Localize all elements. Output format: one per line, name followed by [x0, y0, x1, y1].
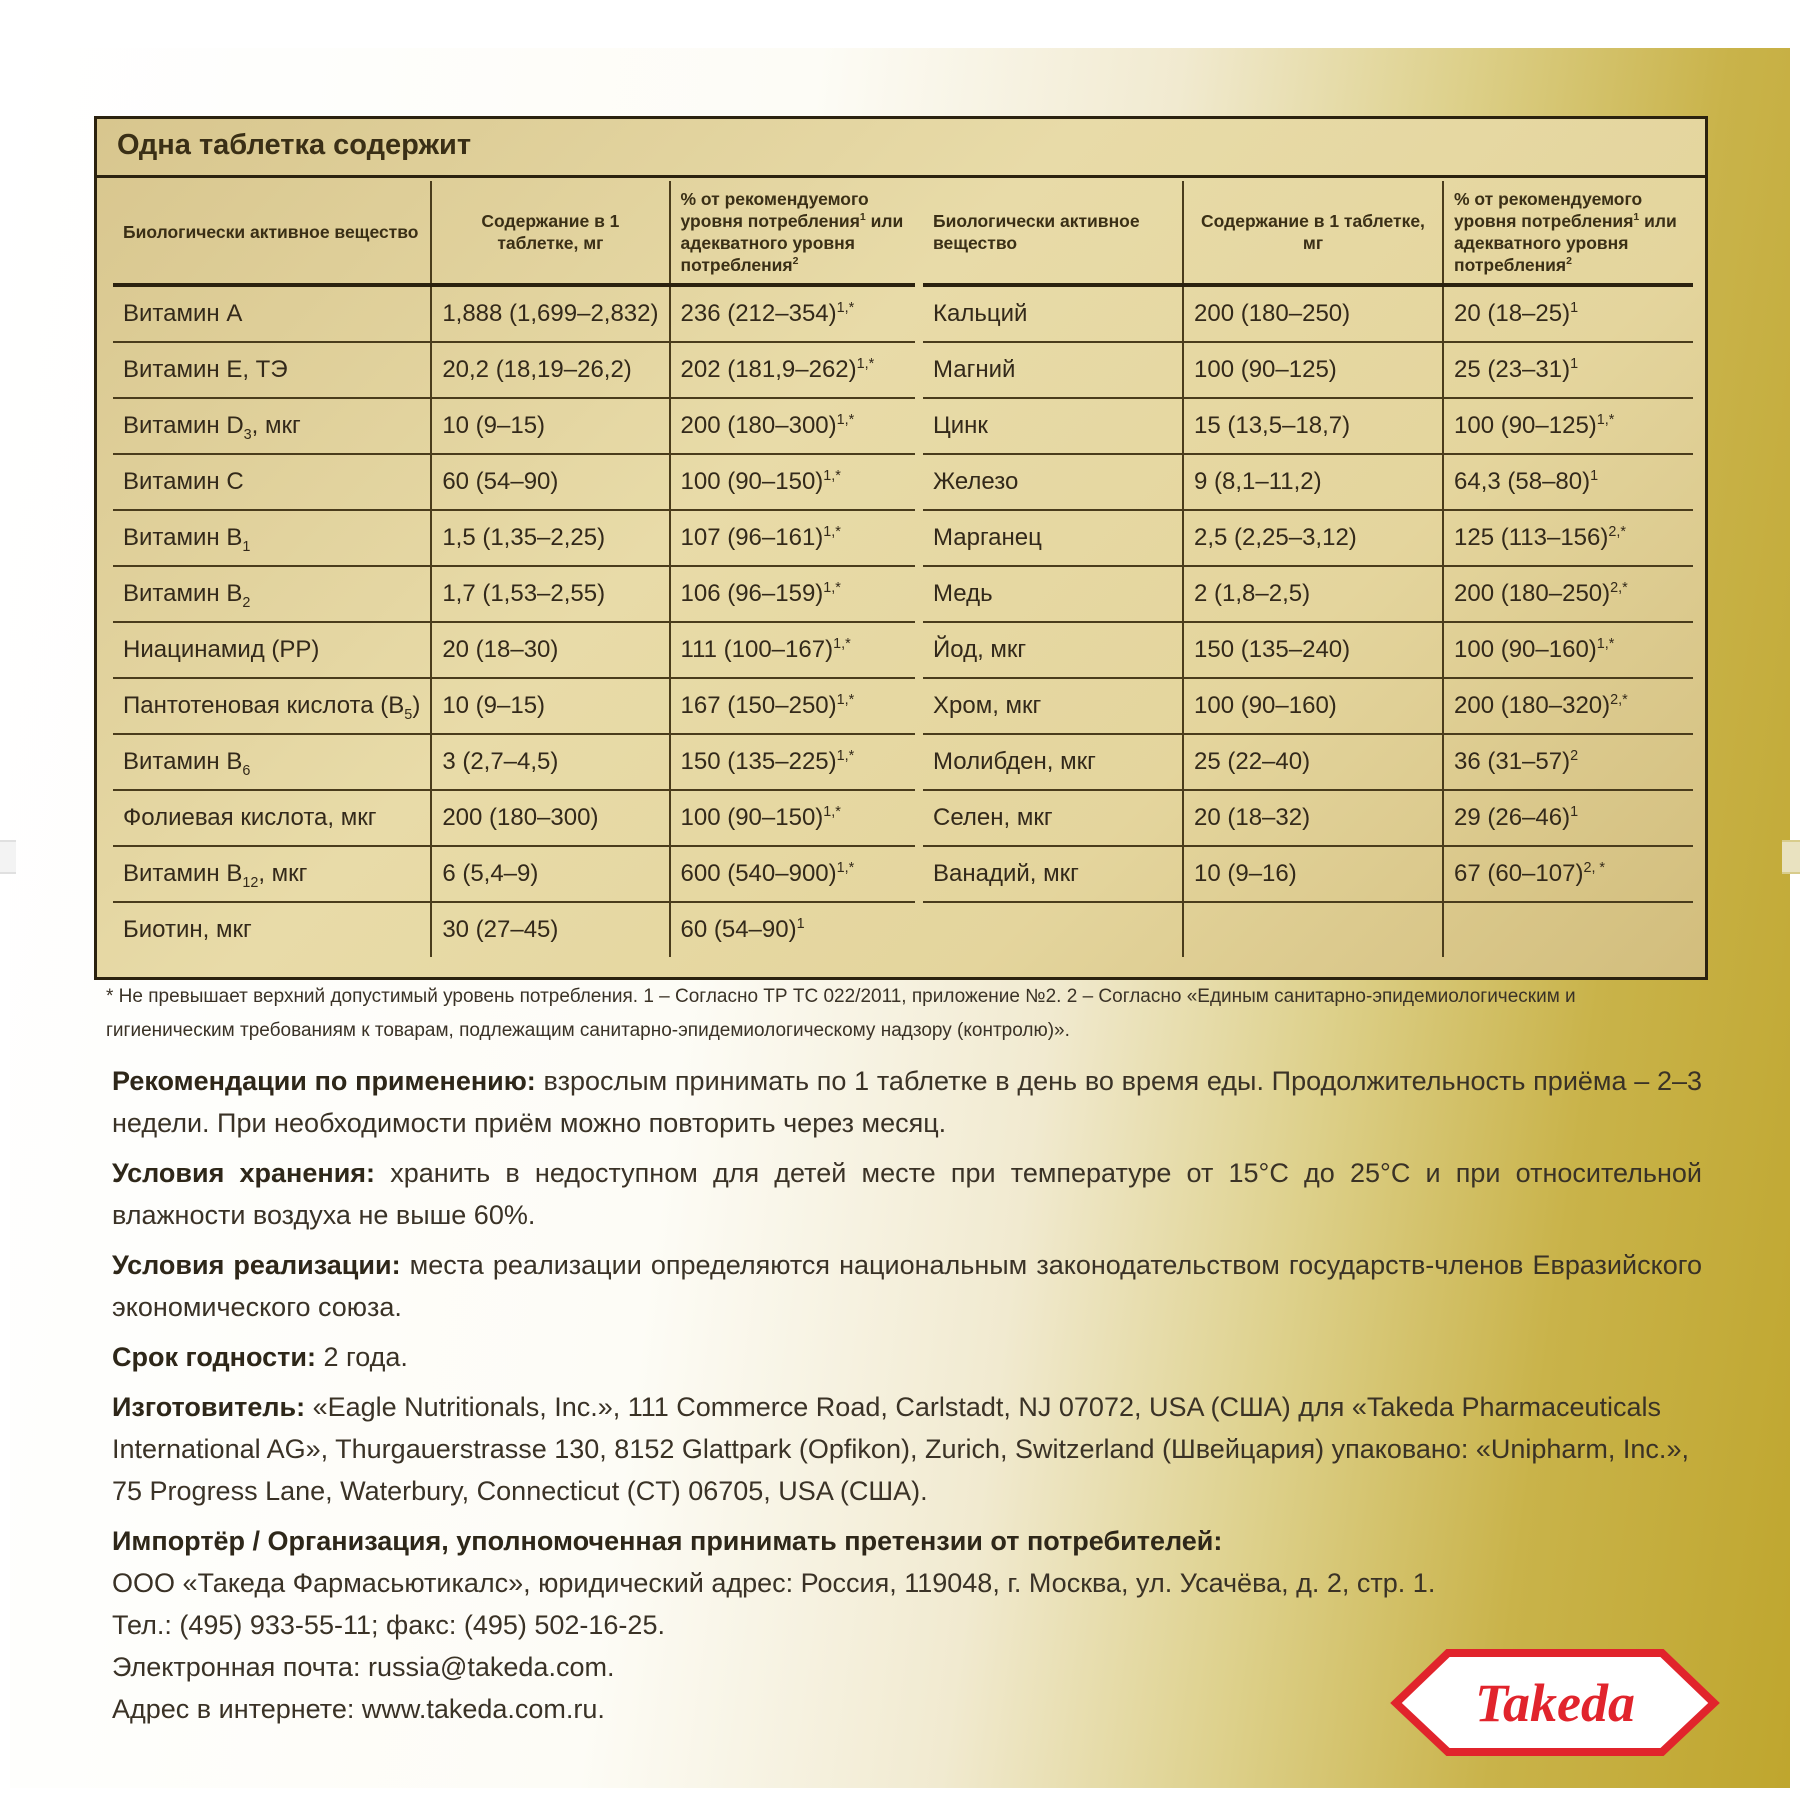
usage-label: Рекомендации по применению:: [112, 1066, 536, 1096]
content-cell: 20,2 (18,19–26,2): [431, 342, 669, 398]
substance-name: Фолиевая кислота, мкг: [123, 804, 377, 831]
percent-value: 200 (180–320): [1454, 692, 1611, 719]
content-cell: 20 (18–30): [431, 622, 669, 678]
percent-value: 236 (212–354): [680, 300, 837, 327]
content-cell: 100 (90–160): [1183, 678, 1443, 734]
percent-cell: [1443, 510, 1693, 566]
content-cell: 1,888 (1,699–2,832): [431, 285, 669, 342]
header-content: Содержание в 1 таблетке, мг: [1183, 181, 1443, 285]
percent-cell: [1443, 342, 1693, 398]
table-row: [923, 342, 1693, 398]
percent-footnote-mark: 1,*: [836, 860, 855, 876]
table-row: [923, 902, 1693, 957]
importer-line-3: Электронная почта: russia@takeda.com.: [112, 1652, 615, 1682]
substance-unit: , мкг: [251, 412, 301, 439]
substance-cell: [923, 510, 1183, 566]
footnote: * Не превышает верхний допустимый уровень потребления. 1 – Согласно ТР ТС 022/2011, приложение №2. 2 – Согласно «Единым санитарно-эпидемиологическим и гигиеническим требованиям к товарам, подлежащим санитарно-эпидемиологическому надзору (контролю)».: [106, 986, 1576, 1041]
substance-name: Селен, мкг: [933, 804, 1053, 831]
content-cell: 1,7 (1,53–2,55): [431, 566, 669, 622]
substance-cell: [923, 678, 1183, 734]
percent-footnote-mark: 1,*: [836, 748, 855, 764]
sale-label: Условия реализации:: [112, 1250, 401, 1280]
percent-cell: [1443, 454, 1693, 510]
sale-text: места реализации определяются национальным законодательством государств-членов Евразийского экономического союза.: [112, 1250, 1702, 1322]
importer-label: Импортёр / Организация, уполномоченная принимать претензии от потребителей:: [112, 1526, 1223, 1556]
content-cell: 6 (5,4–9): [431, 846, 669, 902]
substance-subscript: 5: [404, 706, 413, 723]
content-cell: 2,5 (2,25–3,12): [1183, 510, 1443, 566]
percent-value: 25 (23–31): [1454, 356, 1571, 383]
percent-value: 20 (18–25): [1454, 300, 1571, 327]
substance-cell: [113, 566, 431, 622]
storage-text: хранить в недоступном для детей месте при температуре от 15°С до 25°С и при относительной влажности воздуха не выше 60%.: [112, 1158, 1702, 1230]
percent-value: 600 (540–900): [680, 860, 837, 887]
composition-table-vitamins: [113, 181, 915, 957]
percent-footnote-mark: 2, *: [1583, 860, 1606, 876]
substance-name: Витамин B: [123, 580, 243, 607]
substance-name: Витамин E, ТЭ: [123, 356, 288, 383]
percent-value: 167 (150–250): [680, 692, 837, 719]
substance-name: Витамин A: [123, 300, 243, 327]
maker-text: «Eagle Nutritionals, Inc.», 111 Commerce Road, Carlstadt, NJ 07072, USA (США) для «Takeda Pharmaceuticals International AG», Thurgauerstrasse 130, 8152 Glattpark (Opfikon), Zurich, Switzerland (Швейцария) упаковано: «Unipharm, Inc.», 75 Progress Lane, Waterbury, Connecticut (CT) 06705, USA (США).: [112, 1392, 1689, 1506]
table-row: [113, 510, 915, 566]
percent-footnote-mark: 1,*: [836, 692, 855, 708]
substance-name: Биотин, мкг: [123, 916, 252, 943]
percent-cell: [1443, 622, 1693, 678]
table-row: [923, 510, 1693, 566]
table-row: [113, 566, 915, 622]
percent-footnote-mark: 2: [1570, 748, 1579, 764]
percent-cell: [670, 285, 915, 342]
table-row: [923, 790, 1693, 846]
substance-subscript: 12: [242, 874, 259, 891]
substance-cell: [113, 342, 431, 398]
header-percent: [1443, 181, 1693, 285]
substance-subscript: 6: [242, 762, 251, 779]
content-cell: 10 (9–16): [1183, 846, 1443, 902]
percent-footnote-mark: 1: [1570, 804, 1579, 820]
percent-value: 36 (31–57): [1454, 748, 1571, 775]
percent-footnote-mark: 1,*: [833, 636, 851, 652]
percent-value: 106 (96–159): [680, 580, 824, 607]
percent-value: 64,3 (58–80): [1454, 468, 1591, 495]
percent-value: 107 (96–161): [680, 524, 824, 551]
percent-cell: [670, 678, 915, 734]
shelf-label: Срок годности:: [112, 1342, 316, 1372]
panel-title: Одна таблетка содержит: [117, 129, 472, 161]
percent-footnote-mark: 1,*: [1596, 412, 1615, 428]
percent-value: 100 (90–160): [1454, 636, 1597, 663]
substance-cell: [923, 790, 1183, 846]
content-cell: 25 (22–40): [1183, 734, 1443, 790]
substance-cell: [923, 454, 1183, 510]
substance-name: Молибден, мкг: [933, 748, 1096, 775]
percent-value: 60 (54–90): [680, 916, 797, 943]
usage-paragraph: [112, 1060, 1702, 1144]
header-percent-mid: или адекватного уровня потребления: [680, 211, 904, 275]
table-row: [113, 398, 915, 454]
logo-text: Takeda: [1475, 1673, 1635, 1733]
table-row: [113, 902, 915, 957]
percent-footnote-mark: 1,*: [856, 356, 875, 372]
substance-cell: [113, 454, 431, 510]
content-cell: 1,5 (1,35–2,25): [431, 510, 669, 566]
substance-cell: [113, 510, 431, 566]
maker-label: Изготовитель:: [112, 1392, 306, 1422]
substance-cell: [923, 622, 1183, 678]
header-percent-main: % от рекомендуемого уровня потребления: [680, 189, 869, 231]
percent-value: 200 (180–250): [1454, 580, 1611, 607]
percent-footnote-mark: 1,*: [1596, 636, 1615, 652]
table-row: [113, 454, 915, 510]
content-cell: 10 (9–15): [431, 398, 669, 454]
substance-cell: [113, 678, 431, 734]
substance-name: Медь: [933, 580, 993, 607]
substance-cell: [923, 902, 1183, 957]
substance-cell: [923, 734, 1183, 790]
percent-footnote-mark: 1: [1570, 300, 1579, 316]
table-row: [923, 678, 1693, 734]
composition-table-minerals: [923, 181, 1693, 957]
title-rule: [97, 175, 1705, 178]
table-row: [113, 678, 915, 734]
percent-cell: [670, 622, 915, 678]
substance-subscript: 2: [242, 594, 251, 611]
percent-value: 125 (113–156): [1454, 524, 1609, 551]
substance-name: Хром, мкг: [933, 692, 1042, 719]
takeda-logo: [1390, 1645, 1720, 1760]
percent-footnote-mark: 1,*: [836, 300, 855, 316]
percent-cell: [670, 734, 915, 790]
percent-footnote-mark: 2,*: [1610, 692, 1628, 708]
substance-name: Магний: [933, 356, 1016, 383]
storage-label: Условия хранения:: [112, 1158, 376, 1188]
sale-paragraph: [112, 1244, 1702, 1328]
table-row: [923, 566, 1693, 622]
percent-cell: [670, 342, 915, 398]
substance-name: Железо: [933, 468, 1019, 495]
substance-name: Ванадий, мкг: [933, 860, 1079, 887]
table-header-row: [113, 181, 915, 285]
percent-value: 150 (135–225): [680, 748, 837, 775]
substance-cell: [923, 342, 1183, 398]
substance-cell: [923, 846, 1183, 902]
product-info: [112, 1060, 1702, 1730]
header-sup2: 2: [792, 255, 799, 268]
header-percent: [670, 181, 915, 285]
substance-name: Пантотеновая кислота (B: [123, 692, 405, 719]
substance-cell: [113, 622, 431, 678]
percent-cell: [670, 790, 915, 846]
content-cell: 3 (2,7–4,5): [431, 734, 669, 790]
percent-cell: [1443, 734, 1693, 790]
percent-cell: [1443, 678, 1693, 734]
percent-value: 100 (90–150): [680, 804, 824, 831]
table-row: [923, 454, 1693, 510]
content-cell: 60 (54–90): [431, 454, 669, 510]
substance-cell: [113, 734, 431, 790]
substance-name: Витамин D: [123, 412, 244, 439]
percent-footnote-mark: 2,*: [1610, 580, 1628, 596]
maker-paragraph: [112, 1386, 1702, 1512]
table-row: [113, 285, 915, 342]
header-sup1: 1: [1633, 211, 1640, 224]
table-row: [923, 734, 1693, 790]
table-row: [113, 846, 915, 902]
composition-panel: [94, 116, 1708, 980]
percent-footnote-mark: 2,*: [1608, 524, 1626, 540]
table-row: [113, 734, 915, 790]
percent-cell: [670, 510, 915, 566]
usage-text: взрослым принимать по 1 таблетке в день во время еды. Продолжительность приёма – 2–3 недели. При необходимости приём можно повторить через месяц.: [112, 1066, 1702, 1138]
substance-name: Витамин B: [123, 524, 243, 551]
percent-cell: [670, 902, 915, 957]
substance-name: Цинк: [933, 412, 988, 439]
content-cell: 2 (1,8–2,5): [1183, 566, 1443, 622]
percent-value: 29 (26–46): [1454, 804, 1571, 831]
percent-cell: [1443, 285, 1693, 342]
percent-footnote-mark: 1: [1570, 356, 1579, 372]
percent-footnote-mark: 1: [1590, 468, 1599, 484]
substance-unit: ): [412, 692, 421, 719]
table-row: [923, 622, 1693, 678]
percent-cell: [1443, 846, 1693, 902]
substance-cell: [113, 285, 431, 342]
content-cell: 10 (9–15): [431, 678, 669, 734]
percent-value: 202 (181,9–262): [680, 356, 857, 383]
percent-value: 100 (90–125): [1454, 412, 1597, 439]
substance-cell: [113, 790, 431, 846]
content-cell: [1183, 902, 1443, 957]
content-cell: 100 (90–125): [1183, 342, 1443, 398]
percent-footnote-mark: 1,*: [823, 580, 841, 596]
percent-footnote-mark: 1,*: [823, 804, 841, 820]
table-header-row: [923, 181, 1693, 285]
shelf-text: 2 года.: [315, 1342, 408, 1372]
percent-cell: [1443, 902, 1693, 957]
percent-cell: [1443, 790, 1693, 846]
content-cell: 30 (27–45): [431, 902, 669, 957]
percent-footnote-mark: 1: [796, 916, 805, 932]
percent-cell: [670, 846, 915, 902]
header-sup1: 1: [859, 211, 866, 224]
content-cell: 9 (8,1–11,2): [1183, 454, 1443, 510]
content-cell: 150 (135–240): [1183, 622, 1443, 678]
percent-cell: [1443, 398, 1693, 454]
table-row: [923, 846, 1693, 902]
substance-name: Йод, мкг: [933, 636, 1027, 663]
content-cell: 15 (13,5–18,7): [1183, 398, 1443, 454]
importer-line-1: ООО «Такеда Фармасьютикалс», юридический адрес: Россия, 119048, г. Москва, ул. Усачёва, д. 2, стр. 1.: [112, 1568, 1436, 1598]
header-percent-main: % от рекомендуемого уровня потребления: [1454, 189, 1643, 231]
substance-name: Ниацинамид (PP): [123, 636, 320, 663]
percent-cell: [670, 566, 915, 622]
substance-cell: [923, 566, 1183, 622]
substance-name: Витамин C: [123, 468, 244, 495]
table-row: [923, 398, 1693, 454]
table-row: [113, 342, 915, 398]
substance-subscript: 3: [243, 426, 252, 443]
substance-subscript: 1: [242, 538, 251, 555]
importer-line-2: Тел.: (495) 933-55-11; факс: (495) 502-16-25.: [112, 1610, 665, 1640]
table-row: [113, 622, 915, 678]
table-row: [923, 285, 1693, 342]
substance-cell: [113, 398, 431, 454]
header-sup2: 2: [1566, 255, 1572, 268]
storage-paragraph: [112, 1152, 1702, 1236]
substance-name: Витамин B: [123, 748, 243, 775]
header-content: Содержание в 1 таблетке, мг: [431, 181, 669, 285]
percent-value: 200 (180–300): [680, 412, 837, 439]
substance-unit: , мкг: [258, 860, 308, 887]
percent-footnote-mark: 1,*: [836, 412, 855, 428]
content-cell: 20 (18–32): [1183, 790, 1443, 846]
substance-cell: [113, 902, 431, 957]
substance-name: Кальций: [933, 300, 1028, 327]
box-fold-right: [1782, 840, 1800, 874]
percent-cell: [670, 398, 915, 454]
importer-line-4: Адрес в интернете: www.takeda.com.ru.: [112, 1694, 605, 1724]
content-cell: 200 (180–300): [431, 790, 669, 846]
substance-cell: [113, 846, 431, 902]
substance-name: Марганец: [933, 524, 1042, 551]
content-cell: 200 (180–250): [1183, 285, 1443, 342]
table-row: [113, 790, 915, 846]
percent-value: 67 (60–107): [1454, 860, 1584, 887]
shelf-paragraph: [112, 1336, 1702, 1378]
percent-footnote-mark: 1,*: [823, 468, 841, 484]
header-percent-mid: или адекватного уровня потребления: [1454, 211, 1677, 275]
percent-value: 100 (90–150): [680, 468, 824, 495]
percent-footnote-mark: 1,*: [823, 524, 841, 540]
percent-cell: [670, 454, 915, 510]
percent-value: 111 (100–167): [680, 636, 834, 663]
header-substance: Биологически активное вещество: [113, 181, 431, 285]
header-substance: Биологически активное вещество: [923, 181, 1183, 285]
substance-name: Витамин B: [123, 860, 243, 887]
box-fold-left: [0, 840, 16, 874]
substance-cell: [923, 285, 1183, 342]
percent-cell: [1443, 566, 1693, 622]
substance-cell: [923, 398, 1183, 454]
